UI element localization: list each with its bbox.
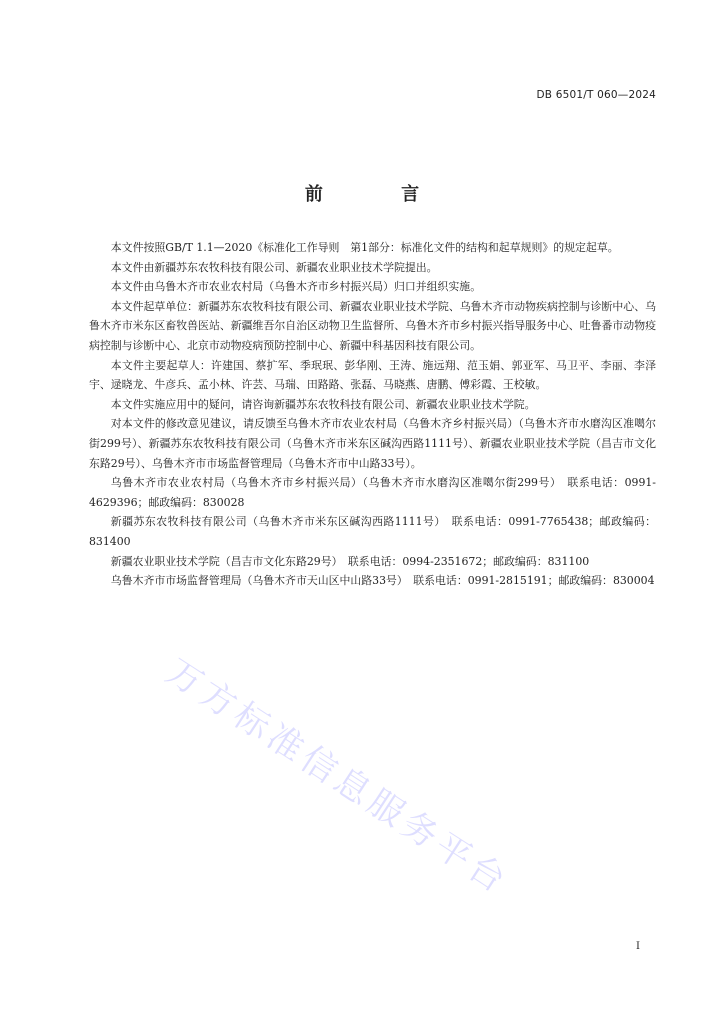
foreword-body: [89, 238, 656, 591]
paragraph-drafting-units: 本文件起草单位：新疆苏东农牧科技有限公司、新疆农业职业技术学院、乌鲁木齐市动物疾病控制与诊断中心、乌鲁木齐市米东区畜牧兽医站、新疆维吾尔自治区动物卫生监督所、乌鲁木齐市乡村振兴指导服务中心、吐鲁番市动物疫病控制与诊断中心、北京市动物疫病预防控制中心、新疆中科基因科技有限公司。: [89, 299, 656, 352]
paragraph-drafting-rules: 本文件按照GB/T 1.1—2020《标准化工作导则 第1部分：标准化文件的结构和起草规则》的规定起草。: [110, 241, 619, 254]
standard-code: DB 6501/T 060—2024: [536, 89, 656, 101]
contact-agriculture-bureau: 乌鲁木齐市农业农村局（乌鲁木齐市乡村振兴局）（乌鲁木齐市水磨沟区准噶尔街299号） 联系电话：0991-4629396；邮政编码：830028: [89, 476, 656, 509]
paragraph-drafters: 本文件主要起草人：许建国、蔡扩军、季珉珉、彭华刚、王涛、施远翔、范玉娟、郭亚军、马卫平、李丽、李泽宇、逯晓龙、牛彦兵、孟小林、许芸、马瑞、田路路、张磊、马晓燕、唐鹏、傅彩霞、王校敏。: [89, 358, 656, 392]
paragraph-feedback: 对本文件的修改意见建议，请反馈至乌鲁木齐市农业农村局（乌鲁木齐乡村振兴局）（乌鲁木齐市水磨沟区准噶尔街299号）、新疆苏东农牧科技有限公司（乌鲁木齐市米东区碱沟西路1111号）、新疆农业职业技术学院（昌吉市文化东路29号）、乌鲁木齐市市场监督管理局（乌鲁木齐市中山路33号）。: [89, 417, 656, 470]
watermark: 万方标准信息服务平台: [158, 651, 517, 904]
page-number: I: [636, 941, 640, 952]
contact-agricultural-college: 新疆农业职业技术学院（昌吉市文化东路29号） 联系电话：0994-2351672；邮政编码：831100: [110, 554, 590, 568]
paragraph-proposer: 本文件由新疆苏东农牧科技有限公司、新疆农业职业技术学院提出。: [110, 260, 438, 274]
paragraph-administrator: 本文件由乌鲁木齐市农业农村局（乌鲁木齐市乡村振兴局）归口并组织实施。: [110, 280, 482, 294]
paragraph-inquiries: 本文件实施应用中的疑问，请咨询新疆苏东农牧科技有限公司、新疆农业职业技术学院。: [110, 397, 536, 411]
page-title: 前 言: [304, 184, 456, 205]
contact-sudong-company: 新疆苏东农牧科技有限公司（乌鲁木齐市米东区碱沟西路1111号） 联系电话：0991-7765438；邮政编码：831400: [89, 515, 656, 548]
contact-market-bureau: 乌鲁木齐市市场监督管理局（乌鲁木齐市天山区中山路33号） 联系电话：0991-2815191；邮政编码：830004: [110, 574, 655, 588]
